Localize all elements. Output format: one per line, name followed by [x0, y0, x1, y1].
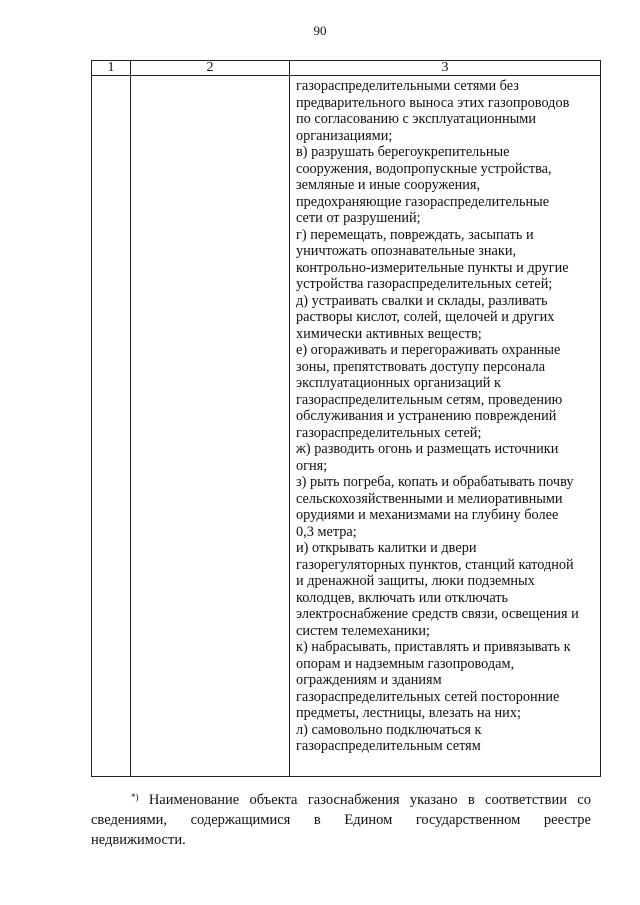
text-line: ж) разводить огонь и размещать источники [296, 441, 559, 457]
cell-col-3 [290, 76, 601, 777]
text-line: и дренажной защиты, люки подземных [296, 573, 535, 589]
text-line: организациями; [296, 127, 393, 144]
table-header-row [92, 61, 601, 76]
footnote-line-3: недвижимости. [91, 832, 186, 848]
text-line: 0,3 метра; [296, 523, 357, 540]
text-line: г) перемещать, повреждать, засыпать и [296, 226, 534, 243]
text-line: сельскохозяйственными и мелиоративными [296, 490, 563, 507]
text-line: сети от разрушений; [296, 210, 421, 226]
text-line: е) огораживать и перегораживать охранные [296, 342, 561, 358]
text-line: обслуживания и устранению повреждений [296, 408, 557, 424]
text-line: и) открывать калитки и двери [296, 540, 477, 556]
text-line: сооружения, водопропускные устройства, [296, 160, 552, 177]
footnote-line-1 [91, 790, 591, 810]
page-number: 90 [313, 23, 327, 38]
footnote-marker: *) [131, 792, 139, 802]
text-line: колодцев, включать или отключать [296, 589, 509, 606]
column-header-2: 2 [131, 61, 290, 76]
text-line: устройства газораспределительных сетей; [296, 276, 553, 292]
text-line: ограждениям и зданиям [296, 672, 442, 688]
text-line: опорам и надземным газопроводам, [296, 655, 515, 672]
text-line: по согласованию с эксплуатационными [296, 111, 536, 127]
text-line: уничтожать опознавательные знаки, [296, 243, 517, 259]
text-line: систем телемеханики; [296, 622, 431, 639]
text-line: орудиями и механизмами на глубину более [296, 507, 559, 523]
text-line: к) набрасывать, приставлять и привязывать к [296, 639, 571, 655]
cell-col-2 [131, 76, 290, 777]
text-line: земляные и иные сооружения, [296, 177, 481, 193]
text-line: з) рыть погреба, копать и обрабатывать почву [296, 474, 574, 490]
text-line: газораспределительными сетями без [296, 78, 519, 94]
text-line: контрольно-измерительные пункты и другие [296, 259, 569, 276]
footnote-text-1: Наименование объекта газоснабжения указано в соответствии со [148, 792, 591, 808]
text-line: газораспределительных сетей; [296, 424, 482, 441]
restrictions-text [290, 76, 600, 755]
footnote-line-2: сведениями, содержащимися в Едином государственном реестре [91, 812, 591, 828]
requirements-table [91, 60, 601, 777]
text-line: д) устраивать свалки и склады, разливать [296, 292, 548, 309]
text-line: газораспределительных сетей посторонние [296, 688, 560, 705]
text-line: газораспределительным сетям, проведению [296, 391, 563, 408]
text-line: огня; [296, 457, 328, 474]
text-line: эксплуатационных организаций к [296, 375, 501, 391]
text-line: предварительного выноса этих газопроводов [296, 94, 570, 111]
text-line: предохраняющие газораспределительные [296, 193, 550, 210]
cell-col-1 [92, 76, 131, 777]
text-line: предметы, лестницы, влезать на них; [296, 705, 521, 721]
column-header-3: 3 [290, 61, 601, 76]
text-line: в) разрушать берегоукрепительные [296, 144, 510, 160]
text-line: электроснабжение средств связи, освещения и [296, 606, 579, 622]
text-line: зоны, препятствовать доступу персонала [296, 358, 546, 375]
text-line: растворы кислот, солей, щелочей и других [296, 309, 555, 325]
text-line: газораспределительным сетям [296, 738, 481, 754]
text-line: химически активных веществ; [296, 325, 482, 342]
footnote [91, 790, 591, 850]
column-header-1: 1 [92, 61, 131, 76]
table-row [92, 76, 601, 777]
text-line: газорегуляторных пунктов, станций катодной [296, 556, 574, 573]
text-line: л) самовольно подключаться к [296, 721, 482, 738]
